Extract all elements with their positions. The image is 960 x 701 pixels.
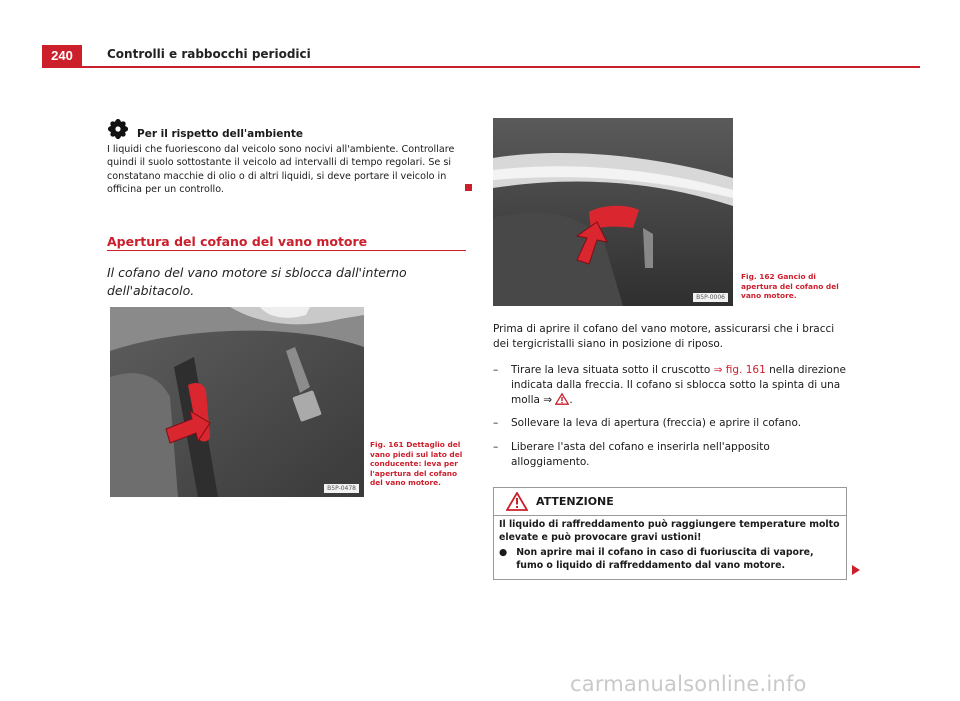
figure-161-code: B5P-0478 xyxy=(324,484,359,493)
step-text: Liberare l'asta del cofano e inserirla nell'apposito alloggiamento. xyxy=(511,441,770,468)
step-text: Sollevare la leva di apertura (freccia) e aprire il cofano. xyxy=(511,417,802,430)
warning-triangle-icon xyxy=(506,492,528,511)
warning-text: Il liquido di raffreddamento può raggiungere temperature molto elevate e può provocare gravi ustioni! xyxy=(499,519,840,543)
end-of-note-marker xyxy=(465,184,472,191)
instruction-step xyxy=(493,440,849,470)
section-title: Apertura del cofano del vano motore xyxy=(107,234,368,249)
figure-162-code: B5P-0006 xyxy=(693,293,728,302)
warning-body xyxy=(494,516,846,572)
environment-heading xyxy=(107,118,467,140)
bullet-marker: ● xyxy=(499,547,508,559)
warning-title: ATTENZIONE xyxy=(536,495,614,508)
step-dash: – xyxy=(493,417,499,430)
environment-heading-text: Per il rispetto dell'ambiente xyxy=(137,128,304,140)
page-number: 240 xyxy=(42,45,82,67)
watermark: carmanualsonline.info xyxy=(570,672,807,696)
figure-reference-link[interactable]: ⇒ fig. 161 xyxy=(713,364,766,376)
figure-162-photo xyxy=(493,118,733,306)
figure-161-caption: Fig. 161 Dettaglio del vano piedi sul lato del conducente: leva per l'apertura del cofano del vano motore. xyxy=(370,440,463,487)
step-text-middle: nella direzione indicata dalla freccia. Il cofano si sblocca sotto la spinta di una molla ⇒ xyxy=(511,364,846,406)
step-text-start: Tirare la leva situata sotto il cruscotto xyxy=(511,364,714,376)
warning-triangle-icon[interactable] xyxy=(555,393,569,405)
step-dash: – xyxy=(493,441,499,454)
instruction-list xyxy=(493,363,849,479)
figure-161-photo xyxy=(110,307,364,497)
step-text-end: . xyxy=(569,393,573,406)
instruction-step xyxy=(493,416,849,431)
warning-header xyxy=(494,488,846,516)
intro-paragraph: Prima di aprire il cofano del vano motore, assicurarsi che i bracci dei tergicristalli siano in posizione di riposo. xyxy=(493,323,835,350)
page-header-title: Controlli e rabbocchi periodici xyxy=(107,47,311,61)
instruction-step xyxy=(493,363,849,407)
environment-text: I liquidi che fuoriescono dal veicolo sono nocivi all'ambiente. Controllare quindi il suolo sottostante il veicolo ad intervalli di tempo regolari. Se si constatano macchie di olio o di altri liquidi, si deve portare il veicolo in officina per un controllo. xyxy=(107,144,455,195)
section-divider xyxy=(107,250,466,251)
step-dash: – xyxy=(493,364,499,376)
figure-162-caption: Fig. 162 Gancio di apertura del cofano del vano motore. xyxy=(741,272,839,300)
section-subtitle: Il cofano del vano motore si sblocca dall'interno dell'abitacolo. xyxy=(107,265,407,298)
warning-bullet-item xyxy=(499,547,841,572)
flower-icon xyxy=(107,118,129,140)
environment-note xyxy=(107,118,467,196)
continue-arrow-icon xyxy=(852,565,860,575)
warning-bullet-text: Non aprire mai il cofano in caso di fuoriuscita di vapore, fumo o liquido di raffreddamento dal vano motore. xyxy=(516,547,814,571)
header-divider xyxy=(42,66,920,68)
warning-box xyxy=(493,487,847,580)
